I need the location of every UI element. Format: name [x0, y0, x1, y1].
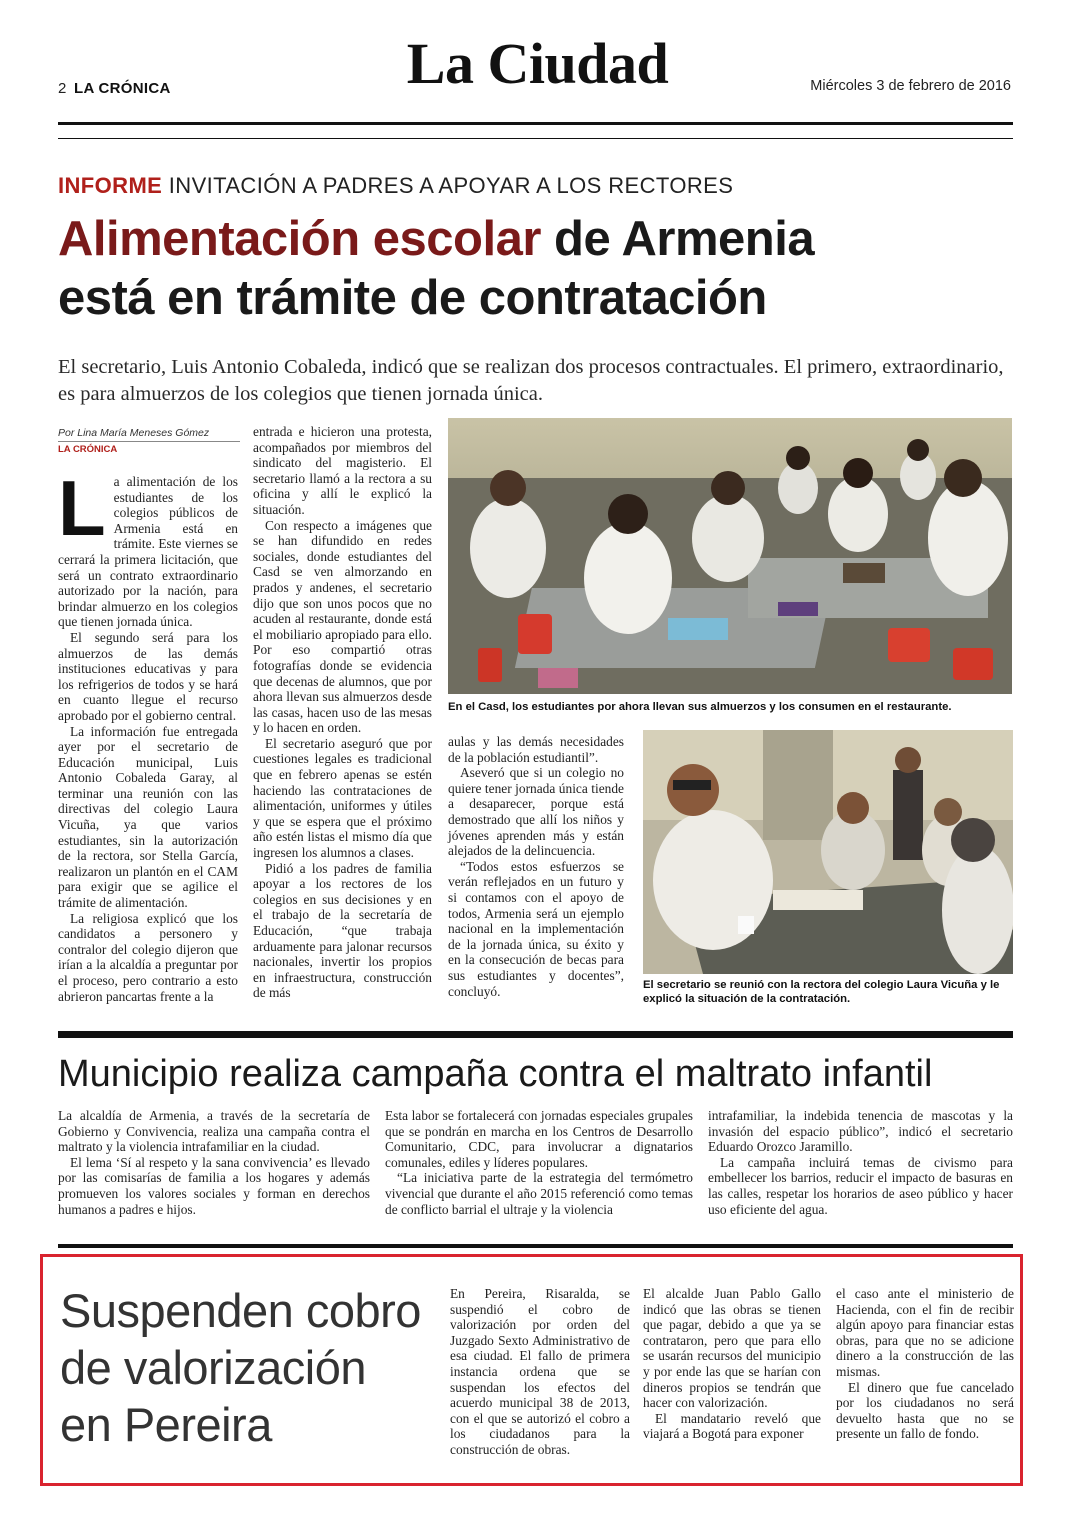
headline-red: Alimentación escolar: [58, 212, 541, 266]
drop-cap: L: [58, 464, 106, 552]
photo-caption-2: El secretario se reunió con la rectora del colegio Laura Vicuña y le explicó la situación de la contratación.: [643, 979, 1000, 1005]
kicker-label: INFORME: [58, 173, 163, 198]
article3-column-1: [450, 1286, 630, 1458]
article1-column-3: [448, 734, 624, 999]
paragraph: intrafamiliar, la indebida tenencia de mascotas y la invasión del espacio público”, indicó el secretario Eduardo Orozco Jaramillo.: [708, 1108, 1013, 1155]
article2-column-1: [58, 1108, 370, 1217]
paragraph: “La iniciativa parte de la estrategia del termómetro vivencial que durante el año 2015 referenció como temas de conflicto barrial el ultraje y la violencia: [385, 1170, 693, 1217]
byline-brand: LA CRÓNICA: [58, 444, 118, 455]
section-divider-1: [58, 1031, 1013, 1038]
article3-column-3: [836, 1286, 1014, 1442]
meeting-photo-image: [643, 730, 1013, 974]
cafeteria-photo-image: [448, 418, 1012, 694]
headline-line: en Pereira: [60, 1398, 272, 1451]
paragraph: En Pereira, Risaralda, se suspendió el cobro de valorización por orden del Juzgado Sexto Administrativo de esa ciudad. El fallo de primera instancia ordena que se suspendan los efectos del acuerdo municipal 38 de 2013, con el que se autorizó el cobro a los ciudadanos para la construcción de obras.: [450, 1286, 630, 1457]
article2-column-2: [385, 1108, 693, 1217]
paragraph: El alcalde Juan Pablo Gallo indicó que las obras se tienen que pagar, debido a que ya se contrataron, pero que para ello se usarán recursos del municipio y por ende las que se harían con dineros propios se tendrán que hacer con valorización.: [643, 1286, 821, 1411]
headline-line2: está en trámite de contratación: [58, 271, 767, 325]
section-divider-2: [58, 1244, 1013, 1248]
byline-rule: [58, 441, 240, 442]
page-number: 2: [58, 80, 67, 97]
article-headline: [58, 210, 1018, 328]
article1-column-1: [58, 464, 238, 1004]
brand-logo: LA CRÓNICA: [74, 80, 171, 97]
paragraph: aulas y las demás necesidades de la población estudiantil”.: [448, 734, 624, 765]
paragraph: a alimentación de los estudiantes de los colegios públicos de Armenia está en trámite. Este viernes se cerrará la primera licitación, que será un contrato extraordinario autorizado por la nación, para brindar almuerzo en los colegios que tienen jornada única.: [58, 474, 238, 630]
headline-rest: de Armenia: [540, 212, 815, 266]
paragraph: El lema ‘Sí al respeto y la sana convivencia’ es llevado por las comisarías de familia a los hogares y además promueven los valores sociales y forman en derechos humanos a padres e hijos.: [58, 1154, 370, 1217]
paragraph: La campaña incluirá temas de civismo para embellecer los barrios, reducir el impacto de basuras en las calles, respetar los horarios de aseo público y hacer uso eficiente del agua.: [708, 1154, 1013, 1217]
kicker-text: INVITACIÓN A PADRES A APOYAR A LOS RECTORES: [168, 173, 734, 198]
paragraph: La religiosa explicó que los candidatos a personero y contralor del colegio dijeron que irían a la alcaldía a preguntar por el proceso, pero contrario a esto abrieron pancartas frente a la: [58, 910, 238, 1004]
article2-column-3: [708, 1108, 1013, 1217]
pereira-headline: [60, 1282, 440, 1453]
paragraph: El mandatario reveló que viajará a Bogotá para exponer: [643, 1410, 821, 1442]
paragraph: el caso ante el ministerio de Hacienda, con el fin de recibir algún apoyo para financiar estas obras, para que no se adicione dinero a la construcción de las mismas.: [836, 1286, 1014, 1379]
paragraph: El dinero que fue cancelado por los ciudadanos no será devuelto hasta que no se presente un fallo de fondo.: [836, 1379, 1014, 1442]
paragraph: Esta labor se fortalecerá con jornadas especiales grupales que se pondrán en marcha en los Centros de Desarrollo Comunitario, CDC, para involucrar a dignatarios comunales, ediles y líderes populares.: [385, 1108, 693, 1170]
paragraph: Con respecto a imágenes que se han difundido en redes sociales, donde estudiantes del Casd se ven almorzando en prados y andenes, el secretario dijo que son unos pocos que no acuden al restaurante, donde está el mobiliario apropiado para ello. Por eso compartió otras fotografías donde se evidencia que decenas de alumnos, que por ahora llevan sus almuerzos desde las casas, hacen uso de las mesas y lo hacen en orden.: [253, 517, 432, 736]
cafeteria-photo: [448, 418, 1012, 694]
header-rule: [58, 122, 1013, 125]
paragraph: Pidió a los padres de familia apoyar a los rectores de los colegios en sus decisiones y en el trabajo de la secretaría de Educación, “que trabaja arduamente para jalonar recursos nacionales, invertir los propios en infraestructura, construcción de más: [253, 860, 432, 1001]
article-kicker: [58, 173, 733, 199]
meeting-photo: [643, 730, 1013, 974]
photo-caption-1: En el Casd, los estudiantes por ahora llevan sus almuerzos y los consumen en el restaurante.: [448, 701, 952, 713]
article3-column-2: [643, 1286, 821, 1442]
article-deck: El secretario, Luis Antonio Cobaleda, indicó que se realizan dos procesos contractuales. El primero, extraordinario, es para almuerzos de los colegios que tienen jornada única.: [58, 356, 1004, 405]
paragraph: Aseveró que si un colegio no quiere tener jornada única tiende a desaparecer, porque está demostrado que allí los niños y jóvenes aprenden más y están alejados de la delincuencia.: [448, 765, 624, 859]
paragraph: La alcaldía de Armenia, a través de la secretaría de Gobierno y Convivencia, realiza una campaña contra el maltrato y la violencia intrafamiliar en la ciudad.: [58, 1108, 370, 1155]
byline: Por Lina María Meneses Gómez: [58, 427, 210, 439]
paragraph: La información fue entregada ayer por el secretario de Educación municipal, Luis Antonio Cobaleda Garay, al terminar una reunión con las directivas del colegio Laura Vicuña, ya que varios estudiantes, sin la autorización de la rectora, sor Stella García, realizaron un plantón en el CAM para exigir que se agilice el trámite de alimentación.: [58, 723, 238, 911]
paragraph: El secretario aseguró que por cuestiones legales es tradicional que en febrero apenas se estén haciendo las contrataciones de alimentación, uniformes y útiles y que se espera que el próximo año estén listas el mismo día que ingresen los alumnos a clases.: [253, 735, 432, 861]
article1-column-2: [253, 424, 432, 1001]
headline-line: de valorización: [60, 1341, 367, 1394]
paragraph: El segundo será para los almuerzos de las demás instituciones educativas y para los refrigerios de todos y se hará en cuanto llegue el recurso aprobado por el gobierno central.: [58, 629, 238, 723]
section-title: La Ciudad: [406, 31, 669, 96]
issue-date: Miércoles 3 de febrero de 2016: [810, 78, 1011, 94]
campaign-headline: Municipio realiza campaña contra el maltrato infantil: [58, 1053, 933, 1095]
header-rule-thin: [58, 138, 1013, 139]
headline-line: Suspenden cobro: [60, 1284, 421, 1337]
paragraph: “Todos estos esfuerzos se verán reflejados en un futuro y si contamos con el apoyo de todos, Armenia será un ejemplo nacional en la implementación de la jornada única, su éxito y en la consecución de becas para sus estudiantes y docentes”, concluyó.: [448, 858, 624, 999]
paragraph: entrada e hicieron una protesta, acompañados por miembros del sindicato del magisterio. El secretario llamó a la rectora a su oficina y allí le explicó la situación.: [253, 424, 432, 517]
